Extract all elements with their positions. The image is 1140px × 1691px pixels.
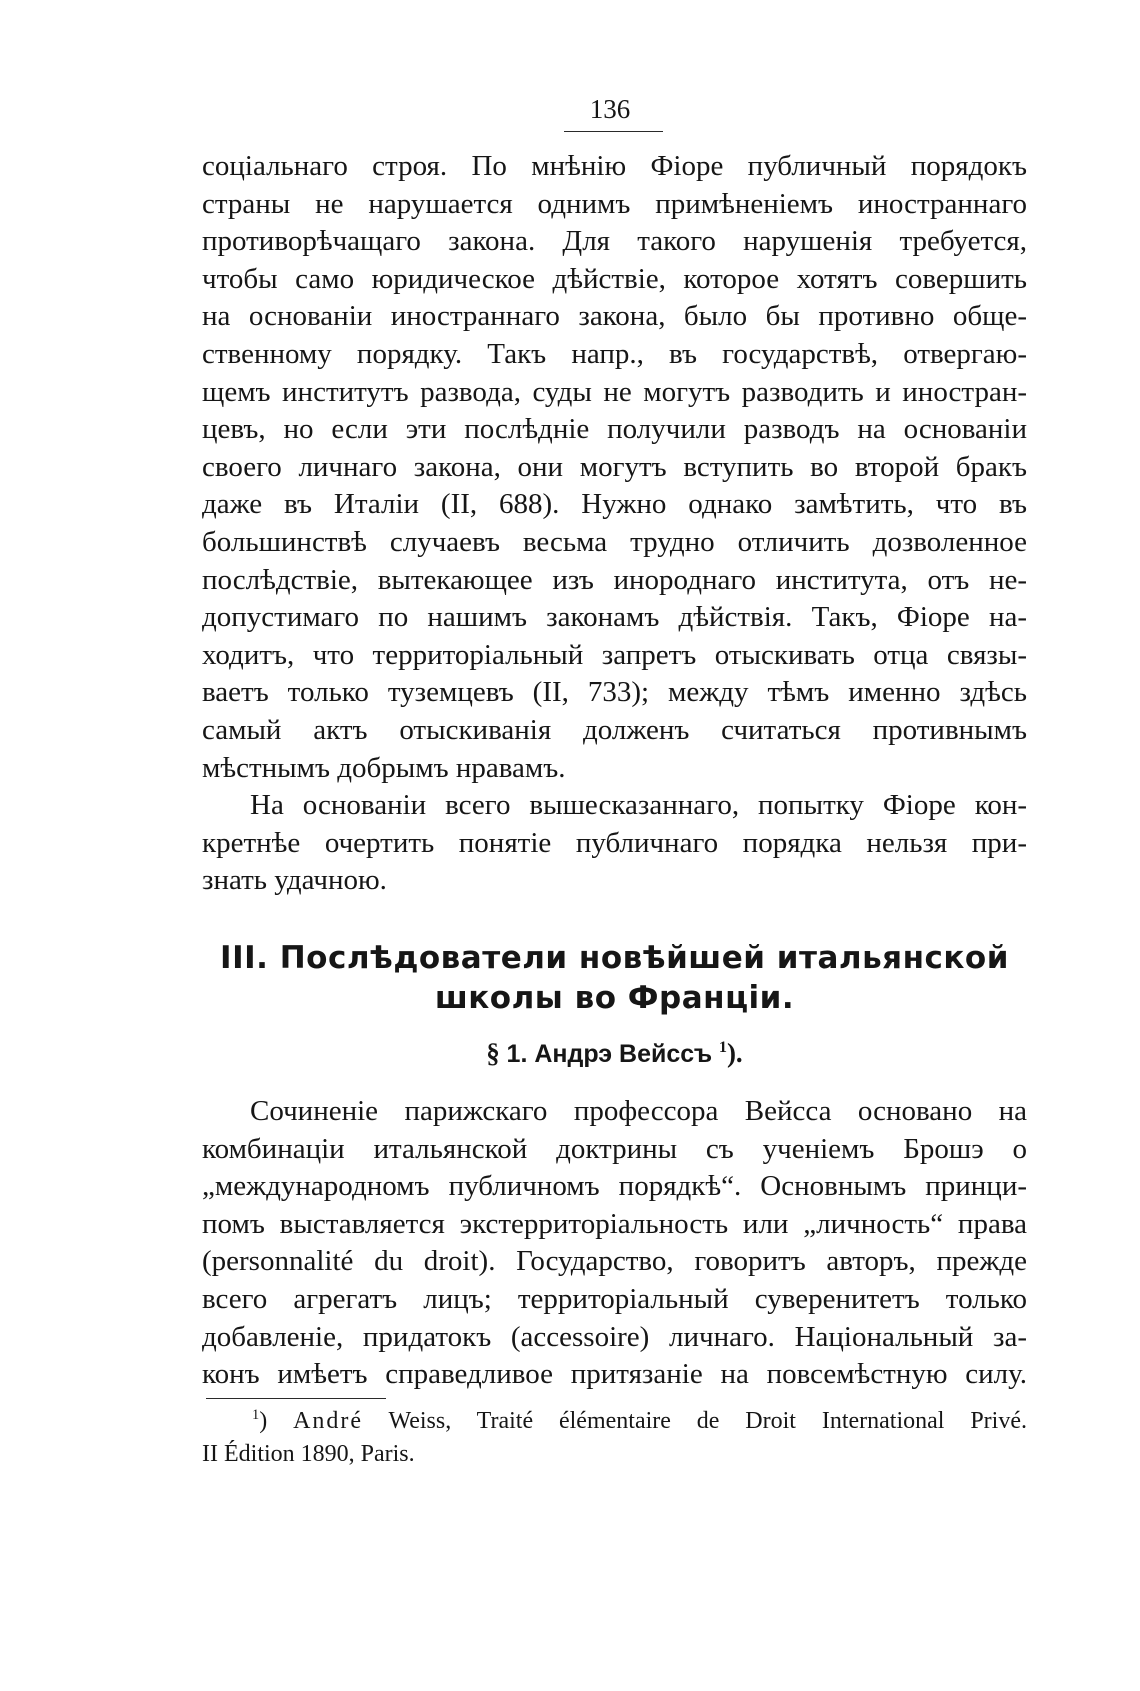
section-heading-line-1: III. Послѣдователи новѣйшей итальянской	[220, 940, 1009, 976]
footnote-author: André	[293, 1408, 364, 1434]
text-line: чтобы само юридическое дѣйствіе, которое хотятъ совершить	[202, 262, 1027, 295]
text-line: ственному порядку. Такъ напр., въ государствѣ, отвергаю-	[202, 337, 1027, 370]
text-line: соціальнаго строя. По мнѣнію Фіоре публичный порядокъ	[202, 150, 1027, 182]
text-line: (personnalité du droit). Государство, говоритъ авторъ, прежде	[202, 1245, 1027, 1278]
paragraph-2	[202, 787, 1027, 900]
text-line: всего агрегатъ лицъ; территоріальный суверенитетъ только	[202, 1282, 1027, 1315]
text-line: большинствѣ случаевъ весьма трудно отличить дозволенное	[202, 525, 1027, 558]
text-line: знать удачною.	[202, 864, 387, 897]
paragraph-1	[202, 148, 1027, 787]
text-line: противорѣчащаго закона. Для такого нарушенія требуется,	[202, 225, 1027, 258]
footnote-rule	[206, 1398, 386, 1399]
section-heading-line-2: школы во Франціи.	[434, 980, 795, 1016]
text-line: комбинаціи итальянской доктрины съ ученіемъ Брошэ о	[202, 1132, 1027, 1165]
text-line: даже въ Италіи (II, 688). Нужно однако замѣтить, что въ	[202, 488, 1027, 521]
subsection-suffix: ).	[726, 1038, 743, 1068]
text-line: ваетъ только туземцевъ (II, 733); между тѣмъ именно здѣсь	[202, 676, 1027, 709]
text-line: добавленіе, придатокъ (accessoire) личнаго. Національный за-	[202, 1320, 1027, 1353]
text-line: ходитъ, что территоріальный запретъ отыскивать отца связы-	[202, 638, 1027, 671]
paragraph-3	[202, 1093, 1027, 1394]
text-line: своего личнаго закона, они могутъ вступить во второй бракъ	[202, 450, 1027, 483]
footnote-line-2: II Édition 1890, Paris.	[202, 1441, 415, 1467]
text-line: цевъ, но если эти послѣдніе получили разводъ на основаніи	[202, 413, 1027, 446]
text-line: конъ имѣетъ справедливое притязаніе на повсемѣстную силу.	[202, 1358, 1027, 1391]
subsection-heading	[202, 1036, 1027, 1071]
footnote-citation: Weiss, Traité élémentaire de Droit International Privé.	[388, 1408, 1027, 1434]
text-line: кретнѣе очертить понятіе публичнаго порядка нельзя при-	[202, 826, 1027, 859]
text-line: помъ выставляется экстерриторіальность или „личность“ права	[202, 1207, 1027, 1240]
text-line: самый актъ отыскиванія долженъ считаться противнымъ	[202, 713, 1027, 746]
text-line: на основаніи иностраннаго закона, было бы противно обще-	[202, 300, 1027, 333]
footnote-line-1	[202, 1405, 1027, 1438]
section-sign: §	[486, 1038, 507, 1068]
section-heading	[202, 938, 1027, 1018]
text-line: страны не нарушается однимъ примѣненіемъ иностраннаго	[202, 187, 1027, 220]
text-line: щемъ институтъ развода, суды не могутъ разводить и иностран-	[202, 375, 1027, 408]
page-number: 136	[589, 94, 631, 124]
text-line: мѣстнымъ добрымъ нравамъ.	[202, 751, 566, 784]
footnote	[202, 1405, 1027, 1471]
text-line: Сочиненіе парижскаго профессора Вейсса основано на	[250, 1095, 1027, 1127]
text-line: На основаніи всего вышесказаннаго, попытку Фіоре кон-	[250, 789, 1027, 821]
text-line: „международномъ публичномъ порядкѣ“. Основнымъ принци-	[202, 1170, 1027, 1203]
footnote-mark-suffix: )	[259, 1408, 268, 1434]
text-line: допустимаго по нашимъ законамъ дѣйствія. Такъ, Фіоре на-	[202, 601, 1027, 634]
footnote-mark: 1	[252, 1407, 260, 1423]
text-line: послѣдствіе, вытекающее изъ инороднаго института, отъ не-	[202, 563, 1027, 596]
footnote-reference: 1	[718, 1038, 727, 1056]
page-number-rule	[564, 131, 663, 132]
subsection-title: 1. Андрэ Вейссъ	[506, 1040, 713, 1068]
